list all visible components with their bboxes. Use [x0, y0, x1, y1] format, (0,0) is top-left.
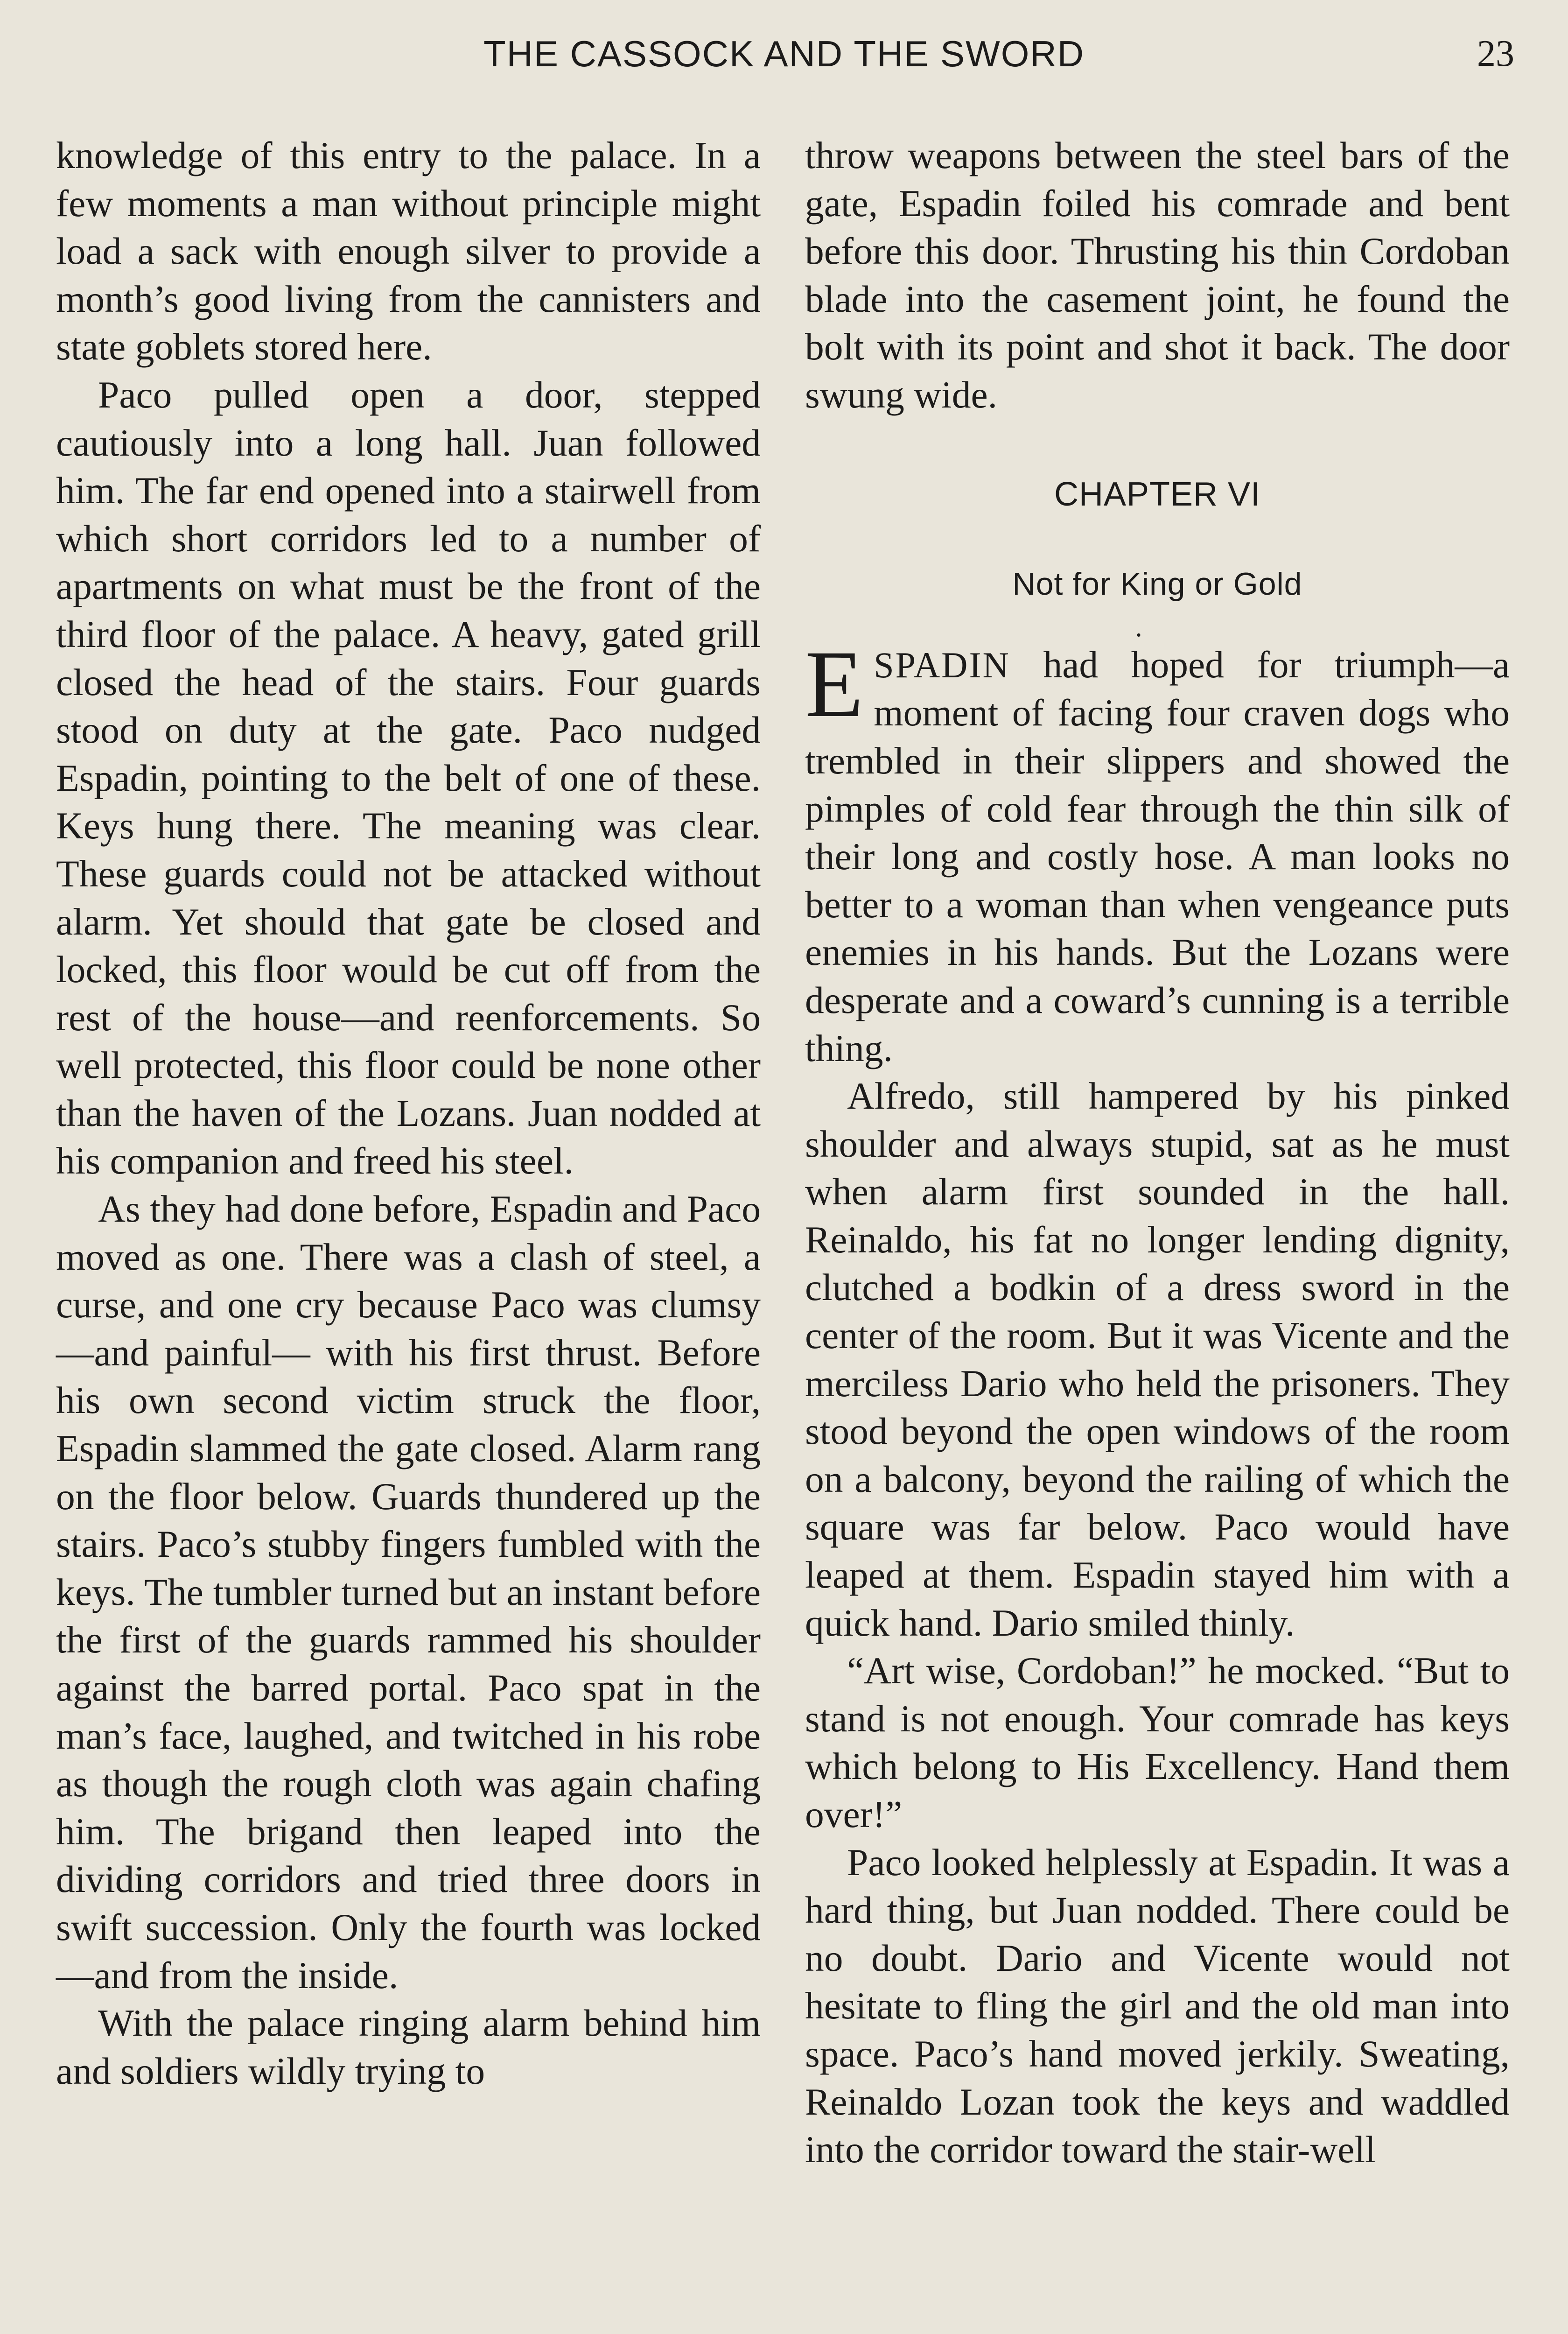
paragraph: Paco pulled open a door, stepped cautiously into a long hall. Juan followed him. The far end opened into a stairwell from which short corridors led to a number of apartments on what must be the front of the third floor of the palace. A heavy, gated grill closed the head of the stairs. Four guards stood on duty at the gate. Paco nudged Espadin, pointing to the belt of one of these. Keys hung there. The meaning was clear. These guards could not be attacked without alarm. Yet should that gate be closed and locked, this floor would be cut off from the rest of the house—and reenforcements. So well protected, this floor could be none other than the haven of the Lozans. Juan nodded at his companion and freed his steel.	[56, 373, 761, 1182]
left-column	[56, 132, 761, 2095]
page-number: 23	[1477, 33, 1514, 74]
paragraph: Paco looked helplessly at Espadin. It was a hard thing, but Juan nodded. There could be no doubt. Dario and Vicente would not hesitate to fling the girl and the old man into space. Paco’s hand moved jerkily. Sweating, Reinaldo Lozan took the keys and waddled into the corridor toward the stair-well	[805, 1841, 1510, 2171]
paragraph: “Art wise, Cordoban!” he mocked. “But to stand is not enough. Your comrade has keys which belong to His Excellency. Hand them over!”	[805, 1649, 1510, 1835]
paragraph: throw weapons between the steel bars of the gate, Espadin foiled his comrade and bent before this door. Thrusting his thin Cordoban blade into the casement joint, he found the bolt with its point and shot it back. The door swung wide.	[805, 134, 1510, 416]
paragraph: Alfredo, still hampered by his pinked shoulder and always stupid, sat as he must when alarm first sounded in the hall. Reinaldo, his fat no longer lending dignity, clutched a bodkin of a dress sword in the center of the room. But it was Vicente and the merciless Dario who held the prisoners. They stood beyond the open windows of the room on a balcony, beyond the railing of which the square was far below. Paco would have leaped at them. Espadin stayed him with a quick hand. Dario smiled thinly.	[805, 1075, 1510, 1644]
paragraph: As they had done before, Espadin and Paco moved as one. There was a clash of steel, a curse, and one cry because Paco was clumsy—and painful— with his first thrust. Before his own second victim struck the floor, Espadin slammed the gate closed. Alarm rang on the floor below. Guards thundered up the stairs. Paco’s stubby fingers fumbled with the keys. The tumbler turned but an instant before the first of the guards rammed his shoulder against the barred portal. Paco spat in the man’s face, laughed, and twitched in his robe as though the rough cloth was again chafing him. The brigand then leaped into the dividing corridors and tried three doors in swift succession. Only the fourth was locked—and from the inside.	[56, 1188, 761, 1997]
right-column	[805, 132, 1510, 2174]
chapter-first-paragraph	[805, 631, 1510, 1072]
page-header	[0, 33, 1568, 84]
paragraph: With the palace ringing alarm behind him and soldiers wildly trying to	[56, 2002, 761, 2092]
chapter-number: CHAPTER VI	[1054, 475, 1261, 513]
drop-cap: E	[805, 631, 864, 737]
ornament-dot: .	[1135, 611, 1142, 642]
paragraph-text: had hoped for triumph—a moment of facing four craven dogs who trembled in their slippers and showed the pimples of cold fear through the thin silk of their long and costly hose. A man looks no better to a woman than when vengeance puts enemies in his hands. But the Lozans were desperate and a coward’s cunning is a terrible thing.	[805, 643, 1510, 1069]
running-title: THE CASSOCK AND THE SWORD	[483, 33, 1085, 74]
chapter-title: Not for King or Gold	[1012, 566, 1302, 602]
paragraph: knowledge of this entry to the palace. In a few moments a man without principle might load a sack with enough silver to provide a month’s good living from the cannisters and state goblets stored here.	[56, 134, 761, 368]
small-caps-word: SPADIN	[874, 644, 1010, 685]
